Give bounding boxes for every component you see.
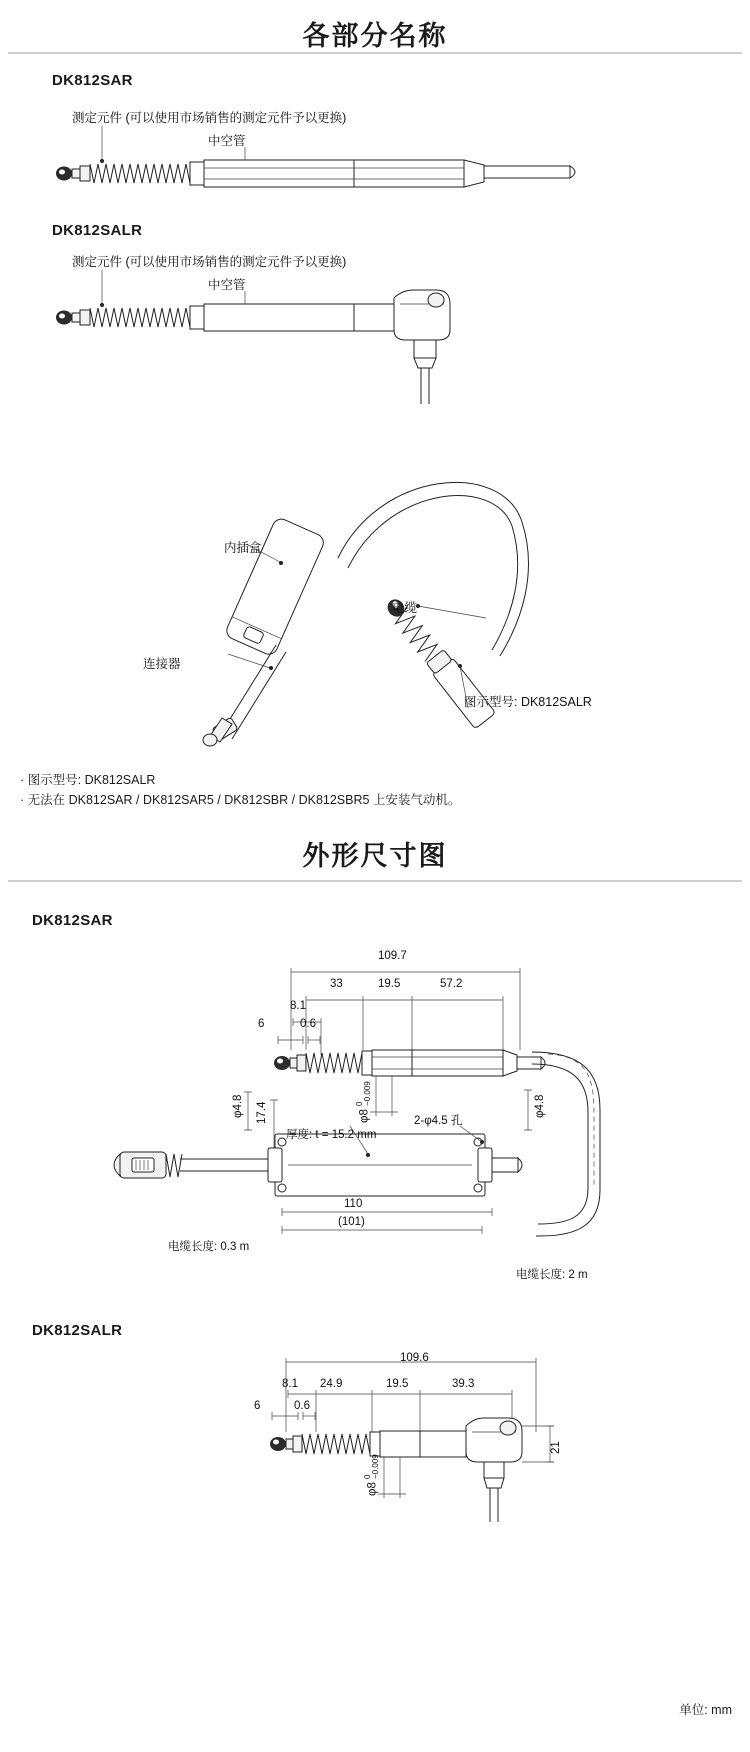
dim-sar-572: 57.2 — [440, 978, 463, 990]
dim-sar-shaft-dia: φ8 — [358, 1109, 371, 1123]
dim-sar-shaft-dia-group — [344, 1055, 373, 1129]
unit-label: 单位: mm — [679, 1703, 732, 1717]
parts-notes — [10, 770, 730, 810]
parts-drawing-salr — [40, 264, 640, 409]
parts-model-1-label: DK812SAR — [52, 72, 133, 89]
dim-salr-shaft-tol-top: 0 — [363, 1474, 372, 1479]
dim-sar-shaft-tol-bot: −0.009 — [363, 1081, 373, 1106]
dim-sar-cable-long: 电缆长度: 2 m — [516, 1269, 588, 1281]
dim-salr-06: 0.6 — [294, 1400, 310, 1412]
parts-model-2-label: DK812SALR — [52, 222, 143, 239]
dim-salr-shaft-dia-group — [352, 1428, 381, 1502]
parts-drawing-sar — [40, 120, 640, 210]
unit-label-row — [0, 1700, 750, 1718]
dim-sar-total: 109.7 — [378, 950, 407, 962]
dim-salr-21: 21 — [550, 1441, 562, 1454]
dim-salr-shaft-tol-bot: −0.009 — [371, 1454, 381, 1479]
dim-sar-06: 0.6 — [300, 1018, 316, 1030]
dim-sar-cable-short: 电缆长度: 0.3 m — [168, 1241, 250, 1253]
dim-sar-shaft-tol-top: 0 — [355, 1101, 364, 1106]
divider-top — [8, 52, 742, 54]
dim-sar-phi48-left-group — [228, 1072, 248, 1132]
caption-tube-1: 中空管 — [208, 134, 246, 148]
dim-salr-393: 39.3 — [452, 1378, 475, 1390]
dim-sar-101: (101) — [338, 1216, 365, 1228]
section-title-parts — [0, 8, 750, 63]
section-title-dimensions-text: 外形尺寸图 — [302, 841, 448, 871]
dim-sar-174: 17.4 — [256, 1101, 268, 1124]
note-line-1: · 图示型号: DK812SALR — [20, 773, 156, 787]
caption-shown-model: 图示型号: DK812SALR — [464, 695, 592, 709]
dim-sar-110: 110 — [344, 1198, 363, 1210]
divider-mid — [8, 880, 742, 882]
note-line-2: · 无法在 DK812SAR / DK812SAR5 / DK812SBR / DK812SBR5 上安装气动机。 — [20, 793, 461, 807]
dim-sar-phi48-right: φ4.8 — [534, 1094, 546, 1118]
dim-salr-6: 6 — [254, 1400, 261, 1412]
dim-salr-21-group — [546, 1428, 566, 1472]
section-title-dimensions — [0, 828, 750, 883]
dim-sar-195: 19.5 — [378, 978, 401, 990]
dim-salr-81: 8.1 — [282, 1378, 298, 1390]
dim-sar-holes: 2-φ4.5 孔 — [414, 1115, 463, 1127]
caption-sensor-1: 测定元件 (可以使用市场销售的测定元件予以更换) — [72, 111, 347, 125]
parts-assembly-drawing — [130, 440, 610, 770]
caption-cable: 电缆 — [392, 601, 418, 615]
dim-model-1-label: DK812SAR — [32, 912, 113, 929]
dim-sar-thickness: 厚度: t = 15.2 mm — [286, 1129, 377, 1141]
dim-salr-195: 19.5 — [386, 1378, 409, 1390]
dim-sar-phi48-right-group — [530, 1072, 550, 1132]
dim-sar-phi48-left: φ4.8 — [232, 1094, 244, 1118]
dim-sar-6: 6 — [258, 1018, 265, 1030]
dim-sar-174-group — [252, 1082, 272, 1142]
dim-salr-249: 24.9 — [320, 1378, 343, 1390]
caption-tube-2: 中空管 — [208, 278, 246, 292]
dim-salr-total: 109.6 — [400, 1352, 429, 1364]
caption-connector: 连接器 — [143, 657, 181, 671]
dim-sar-33: 33 — [330, 978, 343, 990]
dim-salr-shaft-dia: φ8 — [366, 1482, 379, 1496]
section-title-parts-text: 各部分名称 — [302, 21, 448, 51]
caption-inner-box: 内插盒 — [224, 541, 262, 555]
caption-sensor-2: 测定元件 (可以使用市场销售的测定元件予以更换) — [72, 255, 347, 269]
dim-sar-81: 8.1 — [290, 1000, 306, 1012]
dim-model-2-label: DK812SALR — [32, 1322, 123, 1339]
